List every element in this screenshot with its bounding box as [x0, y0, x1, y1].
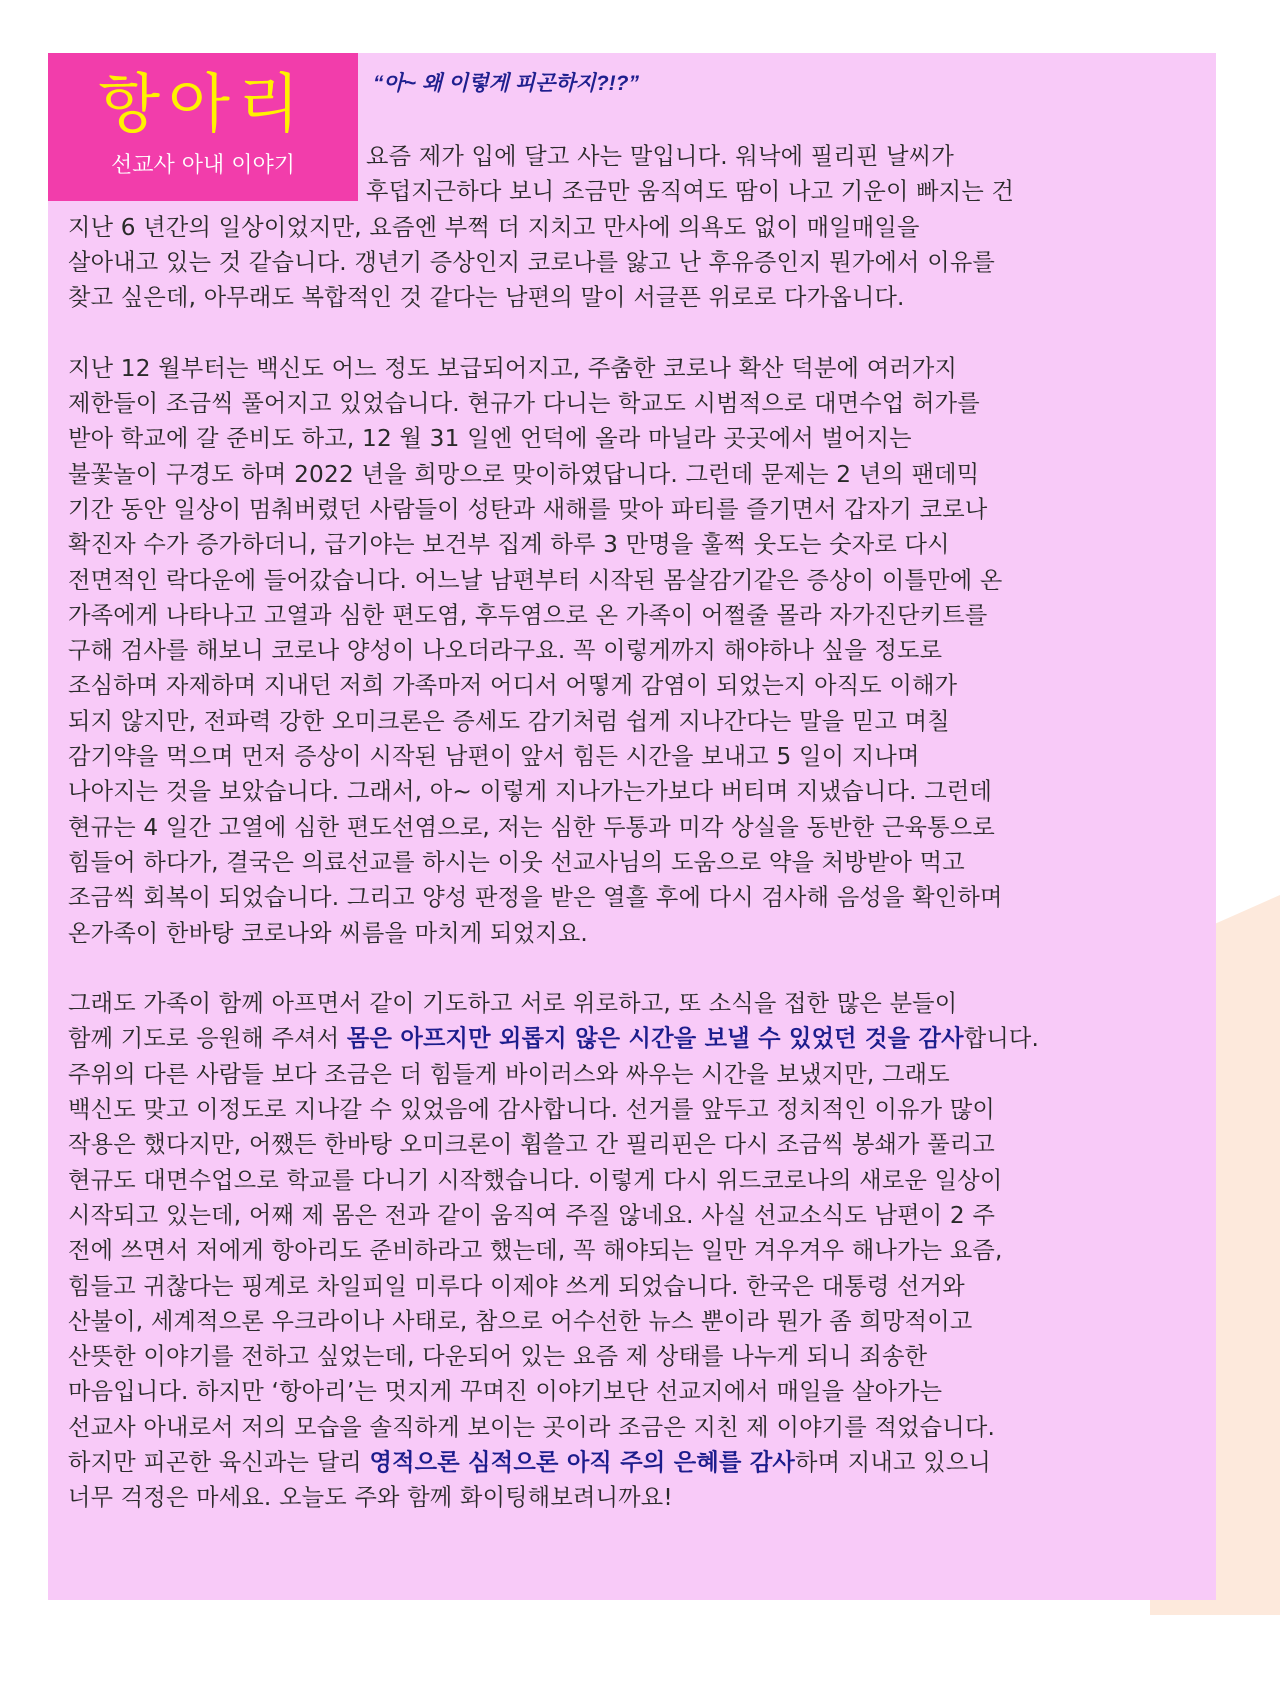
- body-line: 확진자 수가 증가하더니, 급기야는 보건부 집계 하루 3 만명을 훌쩍 웃도는 숫자로 다시: [68, 531, 950, 559]
- body-line: 지난 6 년간의 일상이었지만, 요즘엔 부쩍 더 지치고 만사에 의욕도 없이 매일매일을: [68, 213, 920, 241]
- body-line: 현규도 대면수업으로 학교를 다니기 시작했습니다. 이렇게 다시 위드코로나의 새로운 일상이: [68, 1166, 1003, 1194]
- body-line: 찾고 싶은데, 아무래도 복합적인 것 같다는 남편의 말이 서글픈 위로로 다가옵니다.: [68, 284, 905, 312]
- body-line: 전에 쓰면서 저에게 항아리도 준비하라고 했는데, 꼭 해야되는 일만 겨우겨우 해나가는 요즘,: [68, 1237, 1003, 1265]
- body-text: 합니다.: [963, 1025, 1040, 1053]
- body-line: 나아지는 것을 보았습니다. 그래서, 아~ 이렇게 지나가는가보다 버티며 지냈습니다. 그런데: [68, 778, 993, 806]
- body-line: 힘들고 귀찮다는 핑계로 차일피일 미루다 이제야 쓰게 되었습니다. 한국은 대통령 선거와: [68, 1272, 965, 1300]
- body-line: 백신도 맞고 이정도로 지나갈 수 있었음에 감사합니다. 선거를 앞두고 정치적인 이유가 많이: [68, 1096, 996, 1124]
- body-line: 불꽃놀이 구경도 하며 2022 년을 희망으로 맞이하였답니다. 그런데 문제는 2 년의 팬데믹: [68, 460, 980, 488]
- paragraph-gap: [68, 315, 1208, 350]
- body-line: 받아 학교에 갈 준비도 하고, 12 월 31 일엔 언덕에 올라 마닐라 곳곳에서 벌어지는: [68, 425, 912, 453]
- body-line: 시작되고 있는데, 어째 제 몸은 전과 같이 움직여 주질 않네요. 사실 선교소식도 남편이 2 주: [68, 1201, 996, 1229]
- body-line-highlight: [68, 1445, 1208, 1480]
- paragraph-gap: [68, 951, 1208, 986]
- article-headline: “아~ 왜 이렇게 피곤하지?!?”: [373, 72, 639, 95]
- article-body: [68, 139, 1208, 1516]
- body-line: 되지 않지만, 전파력 강한 오미크론은 증세도 감기처럼 쉽게 지나간다는 말을 믿고 며칠: [68, 707, 950, 735]
- body-line: 선교사 아내로서 저의 모습을 솔직하게 보이는 곳이라 조금은 지친 제 이야기를 적었습니다.: [68, 1413, 996, 1441]
- body-line: 산불이, 세계적으론 우크라이나 사태로, 참으로 어수선한 뉴스 뿐이라 뭔가 좀 희망적이고: [68, 1307, 973, 1335]
- body-line: 조심하며 자제하며 지내던 저희 가족마저 어디서 어떻게 감염이 되었는지 아직도 이해가: [68, 672, 958, 700]
- body-text: 하지만 피곤한 육신과는 달리: [68, 1448, 370, 1476]
- body-line: 전면적인 락다운에 들어갔습니다. 어느날 남편부터 시작된 몸살감기같은 증상이 이틀만에 온: [68, 566, 1003, 594]
- body-line-highlight: [68, 1021, 1208, 1056]
- body-line: 온가족이 한바탕 코로나와 씨름을 마치게 되었지요.: [68, 919, 589, 947]
- brand-title: 항아리: [98, 68, 308, 142]
- body-line: 그래도 가족이 함께 아프면서 같이 기도하고 서로 위로하고, 또 소식을 접한 많은 분들이: [68, 990, 958, 1018]
- body-line: 힘들어 하다가, 결국은 의료선교를 하시는 이웃 선교사님의 도움으로 약을 처방받아 먹고: [68, 848, 965, 876]
- body-line: 너무 걱정은 마세요. 오늘도 주와 함께 화이팅해보려니까요!: [68, 1484, 673, 1512]
- article-panel: [48, 53, 1216, 1600]
- body-line: 현규는 4 일간 고열에 심한 편도선염으로, 저는 심한 두통과 미각 상실을 동반한 근육통으로: [68, 813, 995, 841]
- body-line: 요즘 제가 입에 달고 사는 말입니다. 워낙에 필리핀 날씨가: [366, 143, 954, 170]
- body-line: 조금씩 회복이 되었습니다. 그리고 양성 판정을 받은 열흘 후에 다시 검사해 음성을 확인하며: [68, 884, 1003, 912]
- body-line: 지난 12 월부터는 백신도 어느 정도 보급되어지고, 주춤한 코로나 확산 덕분에 여러가지: [68, 354, 958, 382]
- body-line: 감기약을 먹으며 먼저 증상이 시작된 남편이 앞서 힘든 시간을 보내고 5 일이 지나며: [68, 743, 920, 771]
- body-line: 산뜻한 이야기를 전하고 싶었는데, 다운되어 있는 요즘 제 상태를 나누게 되니 죄송한: [68, 1343, 928, 1371]
- body-line: 가족에게 나타나고 고열과 심한 편도염, 후두염으로 온 가족이 어쩔줄 몰라 자가진단키트를: [68, 601, 988, 629]
- body-line: 마음입니다. 하지만 ‘항아리’는 멋지게 꾸며진 이야기보단 선교지에서 매일을 살아가는: [68, 1378, 943, 1406]
- body-text: 함께 기도로 응원해 주셔서: [68, 1025, 347, 1053]
- body-text: 하며 지내고 있으니: [795, 1448, 991, 1476]
- highlighted-text: 영적으론 심적으론 아직 주의 은혜를 감사: [369, 1448, 796, 1476]
- body-line: 작용은 했다지만, 어쨌든 한바탕 오미크론이 휩쓸고 간 필리핀은 다시 조금씩 봉쇄가 풀리고: [68, 1131, 996, 1159]
- body-line: 구해 검사를 해보니 코로나 양성이 나오더라구요. 꼭 이렇게까지 해야하나 싶을 정도로: [68, 637, 943, 665]
- highlighted-text: 몸은 아프지만 외롭지 않은 시간을 보낼 수 있었던 것을 감사: [346, 1025, 964, 1053]
- body-line: 살아내고 있는 것 같습니다. 갱년기 증상인지 코로나를 앓고 난 후유증인지 뭔가에서 이유를: [68, 248, 996, 276]
- body-line: 후덥지근하다 보니 조금만 움직여도 땀이 나고 기운이 빠지는 건: [366, 178, 1015, 206]
- body-line: 주위의 다른 사람들 보다 조금은 더 힘들게 바이러스와 싸우는 시간을 보냈지만, 그래도: [68, 1060, 950, 1088]
- body-line: 기간 동안 일상이 멈춰버렸던 사람들이 성탄과 새해를 맞아 파티를 즐기면서 갑자기 코로나: [68, 495, 988, 523]
- brand-subtitle: 선교사 아내 이야기: [110, 153, 295, 178]
- body-line: 제한들이 조금씩 풀어지고 있었습니다. 현규가 다니는 학교도 시범적으로 대면수업 허가를: [68, 390, 980, 418]
